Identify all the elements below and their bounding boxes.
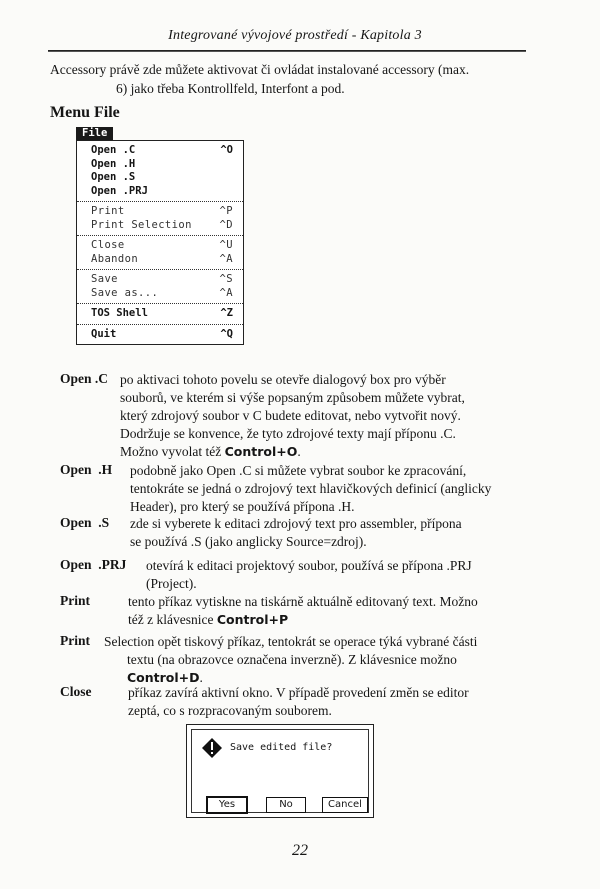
text-line: se používá .S (jako anglicky Source=zdroj).: [130, 534, 367, 549]
text-line: tentokráte se jedná o zdrojový text hlavičkových definicí (anglicky: [130, 481, 492, 496]
text-line: též z klávesnice Control+P: [128, 612, 289, 627]
text-line: zeptá, co s rozpracovaným souborem.: [128, 703, 332, 718]
menu-item-quit[interactable]: Quit ^Q: [91, 327, 233, 340]
definition-term: Open .C: [60, 371, 109, 386]
menu-tab-file[interactable]: File: [76, 127, 113, 140]
definition-text: [128, 684, 469, 720]
menu-group-save: [77, 270, 243, 304]
intro-paragraph: [50, 60, 530, 98]
definition-term: Open .H: [60, 462, 113, 477]
dialog-inner-frame: [191, 729, 369, 813]
definition-term: Print: [60, 633, 90, 648]
definition-text: [120, 371, 465, 461]
text-line: podobně jako Open .C si můžete vybrat soubor ke zpracování,: [130, 463, 467, 478]
text-line: Možno vyvolat též Control+O.: [120, 444, 301, 459]
warning-icon: [202, 738, 222, 758]
save-dialog-figure: [186, 724, 374, 818]
menu-group-open: [77, 141, 243, 202]
text-line: který zdrojový soubor v C budete editovat, nebo vytvořit nový.: [120, 408, 461, 423]
header-rule: [48, 50, 526, 51]
dialog-message: Save edited file?: [230, 742, 333, 753]
text-line: Header), pro který se používá přípona .H.: [130, 499, 355, 514]
shortcut-control-d: Control+D: [127, 670, 200, 685]
definition-text: [146, 557, 472, 593]
menu-group-close: [77, 236, 243, 270]
menu-item-close[interactable]: Close ^U: [91, 239, 233, 251]
text-line: textu (na obrazovce označena inverzně). Z klávesnice možno: [127, 652, 457, 667]
intro-line-1: Accessory právě zde můžete aktivovat či ovládat instalované accessory (max.: [50, 62, 470, 77]
shortcut-control-p: Control+P: [216, 612, 289, 627]
definition-term: Close: [60, 684, 92, 699]
text-line: (Project).: [146, 576, 197, 591]
text-line: zde si vyberete k editaci zdrojový text pro assembler, přípona: [130, 516, 462, 531]
definition-term: Open .S: [60, 515, 110, 530]
page-number: 22: [292, 842, 308, 859]
menu-item-abandon[interactable]: Abandon ^A: [91, 252, 233, 265]
text-line: otevírá k editaci projektový soubor, používá se přípona .PRJ: [146, 558, 472, 573]
menu-item-print[interactable]: Print ^P: [91, 205, 233, 217]
menu-item-save-as[interactable]: Save as... ^A: [91, 286, 233, 299]
definition-text: [104, 633, 477, 687]
definition-term: Print: [60, 593, 90, 608]
yes-button[interactable]: Yes: [206, 796, 248, 814]
menu-item-open-h[interactable]: Open .H: [91, 157, 136, 170]
shortcut-control-o: Control+O: [224, 444, 298, 459]
definition-term: Open .PRJ: [60, 557, 127, 572]
menu-item-open-prj[interactable]: Open .PRJ: [91, 184, 148, 197]
text-line: Selection opět tiskový příkaz, tentokrát se operace týká vybrané části: [104, 634, 478, 649]
menu-group-shell: [77, 304, 243, 325]
file-menu-dropdown: [76, 140, 244, 345]
menu-item-save[interactable]: Save ^S: [91, 273, 233, 285]
menu-group-print: [77, 202, 243, 236]
menu-item-tos-shell[interactable]: TOS Shell ^Z: [91, 307, 233, 319]
menu-group-quit: [77, 325, 243, 345]
menu-item-open-c[interactable]: Open .C ^O: [91, 144, 233, 156]
menu-item-open-s[interactable]: Open .S: [91, 171, 136, 183]
text-line: příkaz zavírá aktivní okno. V případě provedení změn se editor: [128, 685, 469, 700]
definition-text: [130, 515, 462, 551]
intro-line-2: 6) jako třeba Kontrollfeld, Interfont a pod.: [116, 81, 345, 96]
text-line: Dodržuje se konvence, že tyto zdrojové texty mají příponu .C.: [120, 426, 456, 441]
text-line: tento příkaz vytiskne na tiskárně aktuálně editovaný text. Možno: [128, 594, 478, 609]
cancel-button[interactable]: Cancel: [322, 797, 368, 813]
menu-item-print-selection[interactable]: Print Selection ^D: [91, 218, 233, 231]
section-title: Menu File: [50, 104, 120, 121]
no-button[interactable]: No: [266, 797, 306, 813]
text-line: po aktivaci tohoto povelu se otevře dialogový box pro výběr: [120, 372, 446, 387]
text-line: Control+D.: [127, 670, 203, 685]
text-line: souborů, ve kterém si výše popsaným způsobem můžete vybrat,: [120, 390, 465, 405]
running-header: Integrované vývojové prostředí - Kapitola 3: [168, 28, 422, 43]
file-menu-figure: [76, 127, 245, 345]
definition-text: [130, 462, 491, 516]
definition-text: [128, 593, 478, 629]
